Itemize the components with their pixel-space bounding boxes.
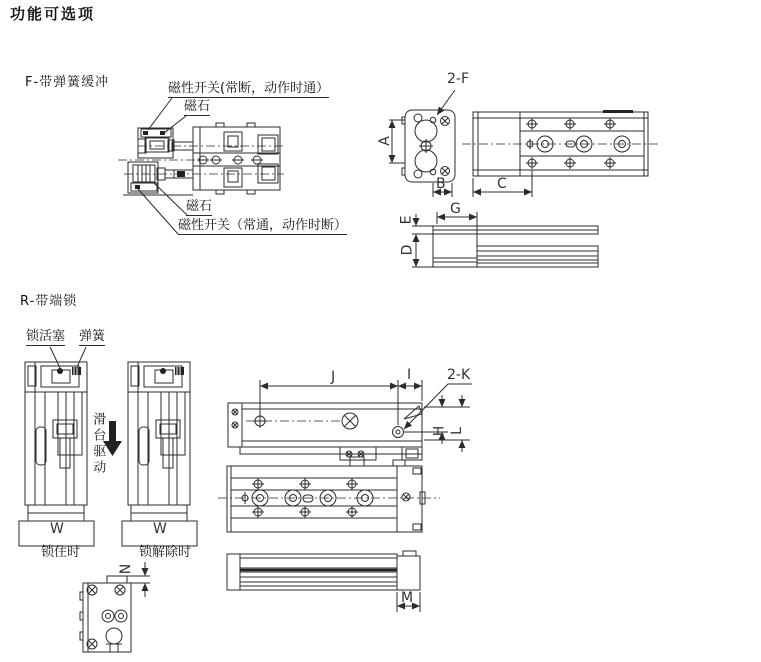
r-dim-i: I [407,367,412,383]
r-caption-locked: 锁住时 [41,545,81,560]
f-dim-c: C [497,176,507,192]
f-top-view-drawing [462,110,658,197]
f-dim-d: D [399,244,416,256]
r-dim-m: M [401,590,414,606]
r-dim-l: L [448,427,465,435]
spring-leader [77,347,86,367]
f-label-magnet-bottom: 磁石 [186,200,212,216]
f-dim-b: B [436,176,446,192]
r-label-spring: 弹簧 [79,330,105,346]
f-label-switch-bottom: 磁性开关（常通，动作时断） [178,219,347,235]
r-dim-j: J [331,369,336,385]
r-end-view-drawing [80,562,150,652]
f-label-switch-top: 磁性开关(常断，动作时通） [168,82,329,98]
r-bottom-profile-drawing [227,551,420,612]
f-section-heading: F-带弹簧缓冲 [25,75,110,90]
slide-drive-arrow-icon [103,421,122,456]
r-label-lock-piston: 锁活塞 [26,330,65,346]
f-dim-g: G [450,201,461,217]
r-section-heading: R-带端锁 [20,294,78,309]
f-label-magnet-top: 磁石 [184,100,210,116]
r-dim-w-unlocked: W [153,521,167,537]
r-dim-n: N [118,563,135,575]
r-vertical-cylinder-unlocked [122,362,197,546]
f-dim-a: A [376,136,393,146]
f-profile-view-drawing [412,212,598,267]
r-label-slide-drive: 滑台驱动 [90,412,106,476]
f-dim-2f: 2-F [447,71,470,87]
r-side-view-drawing [228,380,472,460]
r-caption-unlocked: 锁解除时 [139,545,192,560]
r-top-view-drawing [218,457,440,532]
r-dim-2k: 2-K [447,367,471,383]
r-dim-w-locked: W [50,521,64,537]
page-title: 功能可选项 [10,5,96,23]
r-dim-h: H [431,425,448,437]
r-vertical-cylinder-locked [19,362,94,546]
f-dim-e: E [398,215,415,225]
lock-piston-leader [50,347,60,368]
